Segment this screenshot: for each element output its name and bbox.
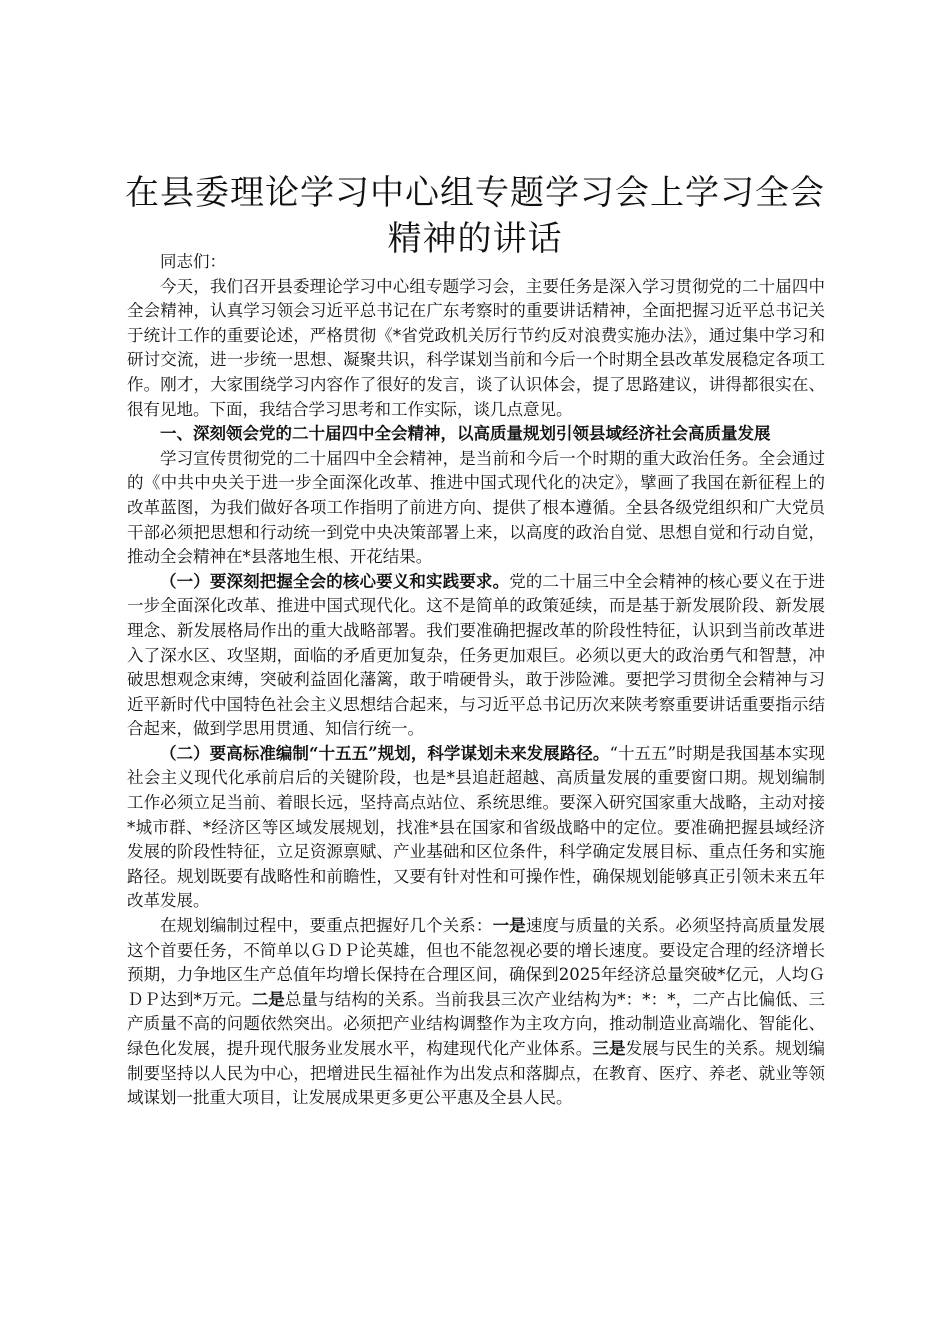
subsection-2-heading: （二）要高标准编制“十五五”规划，科学谋划未来发展路径。 xyxy=(160,743,610,763)
salutation: 同志们： xyxy=(160,252,226,271)
relation-speed-quality: 速度与质量的关系。必须坚持高质量发展这个首要任务，不简单以ＧＤＰ论英雄，但也不能忽视必要的增长速度。要设定合理的经济增长预期，力争地区生产总值年均增长保持在合理区间，确保到2025年经济总量突破*亿元，人均ＧＤＰ达到*万元。 xyxy=(127,916,826,1009)
section-heading-1: 一、深刻领会党的二十届四中全会精神，以高质量规划引领县域经济社会高质量发展 xyxy=(160,424,771,444)
keyword-third: 三是 xyxy=(592,1039,626,1058)
subsection-1-text: 党的二十届三中全会精神的核心要义在于进一步全面深化改革、推进中国式现代化。这不是简单的政策延续，而是基于新发展阶段、新发展理念、新发展格局作出的重大战略部署。我们要准确把握改革的阶段性特征，认识到当前改革进入了深水区、攻坚期，面临的矛盾更加复杂，任务更加艰巨。必须以更大的政治勇气和智慧，冲破思想观念束缚，突破利益固化藩篱，敢于啃硬骨头，敢于涉险滩。要把学习贯彻全会精神与习近平新时代中国特色社会主义思想结合起来，与习近平总书记历次来陕考察重要讲话重要指示结合起来，做到学思用贯通、知信行统一。 xyxy=(127,571,826,739)
document-title: 在县委理论学习中心组专题学习会上学习全会精神的讲话 xyxy=(125,173,825,259)
keyword-first: 一是 xyxy=(492,916,526,936)
document-body xyxy=(127,250,825,1111)
intro-paragraph: 今天，我们召开县委理论学习中心组专题学习会，主要任务是深入学习贯彻党的二十届四中全会精神，认真学习领会习近平总书记在广东考察时的重要讲话精神，全面把握习近平总书记关于统计工作的重要论述，严格贯彻《*省党政机关厉行节约反对浪费实施办法》，通过集中学习和研讨交流，进一步统一思想、凝聚共识，科学谋划当前和今后一个时期全县改革发展稳定各项工作。刚才，大家围绕学习内容作了很好的发言，谈了认识体会，提了思路建议，讲得都很实在、很有见地。下面，我结合学习思考和工作实际，谈几点意见。 xyxy=(127,276,825,419)
relation-total-structure: 总量与结构的关系。当前我县三次产业结构为*：*：*，二产占比偏低、三产质量不高的问题依然突出。必须把产业结构调整作为主攻方向，推动制造业高端化、智能化、绿色化发展，提升现代服务业发展水平，构建现代化产业体系。 xyxy=(127,989,826,1058)
subsection-1-paragraph xyxy=(127,570,825,742)
subsection-2-text: “十五五”时期是我国基本实现社会主义现代化承前启后的关键阶段，也是*县追赶超越、高质量发展的重要窗口期。规划编制工作必须立足当前、着眼长远，坚持高点站位、系统思维。要深入研究国家重大战略，主动对接*城市群、*经济区等区域发展规划，找准*县在国家和省级战略中的定位。要准确把握县域经济发展的阶段性特征，立足资源禀赋、产业基础和区位条件，科学确定发展目标、重点任务和实施路径。规划既要有战略性和前瞻性，又要有针对性和可操作性，确保规划能够真正引领未来五年改革发展。 xyxy=(127,743,826,911)
keyword-second: 二是 xyxy=(251,989,285,1009)
section-1-paragraph: 学习宣传贯彻党的二十届四中全会精神，是当前和今后一个时期的重大政治任务。全会通过的《中共中央关于进一步全面深化改革、推进中国式现代化的决定》，擘画了我国在新征程上的改革蓝图，为我们做好各项工作指明了前进方向、提供了根本遵循。全县各级党组织和广大党员干部必须把思想和行动统一到党中央决策部署上来，以高度的政治自觉、思想自觉和行动自觉，推动全会精神在*县落地生根、开花结果。 xyxy=(127,448,825,567)
subsection-2-paragraph xyxy=(127,742,825,914)
relations-intro: 在规划编制过程中，要重点把握好几个关系： xyxy=(160,916,493,936)
relation-development-livelihood: 发展与民生的关系。规划编制要坚持以人民为中心，把增进民生福祉作为出发点和落脚点，在教育、医疗、养老、就业等领域谋划一批重大项目，让发展成果更多更公平惠及全县人民。 xyxy=(127,1039,826,1108)
subsection-1-heading: （一）要深刻把握全会的核心要义和实践要求。 xyxy=(160,571,510,591)
relations-paragraph xyxy=(127,914,825,1111)
